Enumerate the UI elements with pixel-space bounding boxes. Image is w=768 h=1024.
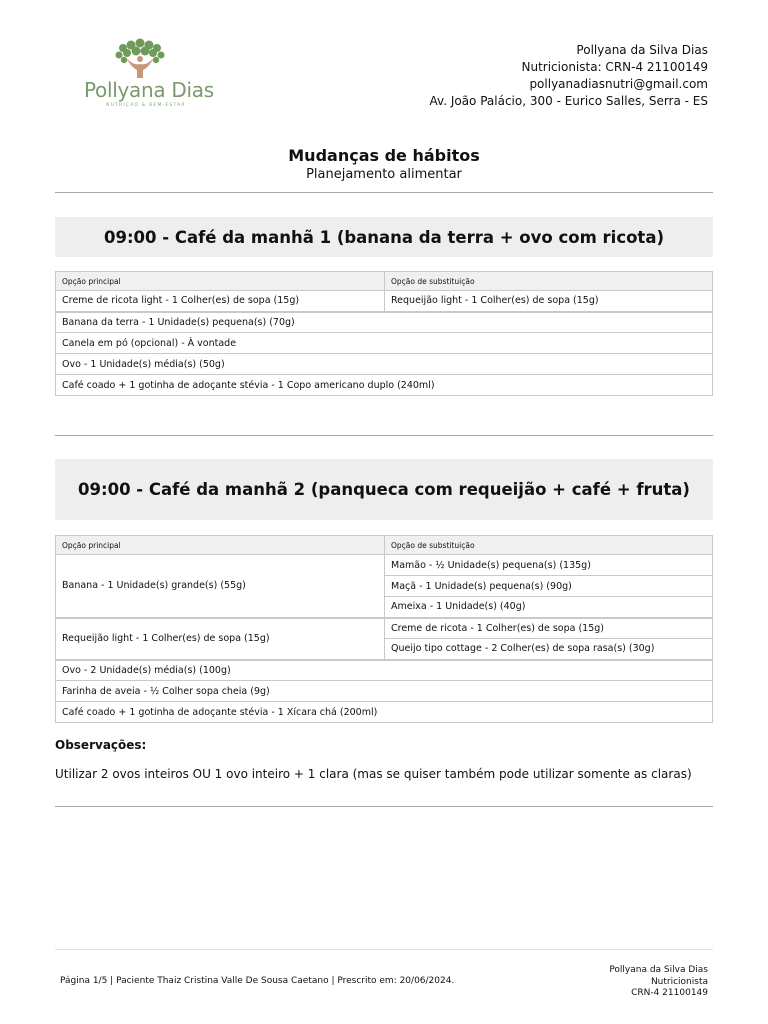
- contact-block: [430, 42, 708, 110]
- main-option-cell: Café coado + 1 gotinha de adoçante stévia - 1 Xícara chá (200ml): [56, 702, 713, 723]
- table-row: [56, 333, 713, 354]
- table-header-row: [56, 536, 713, 555]
- table-row: [56, 312, 713, 333]
- divider: [55, 192, 713, 193]
- main-option-cell: Ovo - 2 Unidade(s) média(s) (100g): [56, 660, 713, 681]
- main-option-cell: Creme de ricota light - 1 Colher(es) de sopa (15g): [56, 291, 385, 312]
- observations-label: Observações:: [55, 738, 147, 752]
- main-option-cell: Canela em pó (opcional) - À vontade: [56, 333, 713, 354]
- table-row: [56, 291, 713, 312]
- document-title: Mudanças de hábitos: [288, 146, 480, 165]
- footer-crn: CRN-4 21100149: [631, 988, 708, 998]
- footer-name: Pollyana da Silva Dias: [609, 965, 708, 975]
- table-row: [56, 555, 713, 576]
- main-option-cell: Ovo - 1 Unidade(s) média(s) (50g): [56, 354, 713, 375]
- table-row: [56, 702, 713, 723]
- substitute-option-cell: Queijo tipo cottage - 2 Colher(es) de sopa rasa(s) (30g): [385, 639, 713, 660]
- substitute-option-cell: Creme de ricota - 1 Colher(es) de sopa (15g): [385, 618, 713, 639]
- table-row: [56, 375, 713, 396]
- table-row: [56, 681, 713, 702]
- table-row: [56, 618, 713, 639]
- contact-email[interactable]: pollyanadiasnutri@gmail.com: [529, 77, 708, 91]
- main-option-cell: Requeijão light - 1 Colher(es) de sopa (15g): [56, 618, 385, 660]
- main-option-cell: Farinha de aveia - ½ Colher sopa cheia (9g): [56, 681, 713, 702]
- substitute-option-cell: Ameixa - 1 Unidade(s) (40g): [385, 597, 713, 618]
- main-option-cell: Café coado + 1 gotinha de adoçante stévia - 1 Copo americano duplo (240ml): [56, 375, 713, 396]
- meal-1-table: [55, 271, 713, 396]
- meal-1-heading: 09:00 - Café da manhã 1 (banana da terra + ovo com ricota): [55, 217, 713, 257]
- footer-role: Nutricionista: [650, 976, 708, 987]
- footer-divider: [55, 949, 713, 950]
- observations-text: Utilizar 2 ovos inteiros OU 1 ovo inteiro + 1 clara (mas se quiser também pode utilizar somente as claras): [55, 767, 692, 781]
- brand-logo: [60, 38, 220, 114]
- substitute-option-cell: Maçã - 1 Unidade(s) pequena(s) (90g): [385, 576, 713, 597]
- column-header-main: Opção principal: [56, 272, 385, 291]
- document-header: [0, 146, 768, 184]
- footer-page-info: Página 1/5 | Paciente Thaiz Cristina Valle De Sousa Caetano | Prescrito em: 20/06/2024.: [60, 976, 455, 986]
- meal-2-table: [55, 535, 713, 723]
- column-header-substitute: Opção de substituição: [385, 272, 713, 291]
- nutritionist-name: Pollyana da Silva Dias: [576, 43, 708, 57]
- column-header-substitute: Opção de substituição: [385, 536, 713, 555]
- substitute-option-cell: Mamão - ½ Unidade(s) pequena(s) (135g): [385, 555, 713, 576]
- table-row: [56, 660, 713, 681]
- main-option-cell: Banana - 1 Unidade(s) grande(s) (55g): [56, 555, 385, 618]
- column-header-main: Opção principal: [56, 536, 385, 555]
- table-row: [56, 354, 713, 375]
- document-subtitle: Planejamento alimentar: [306, 167, 462, 182]
- logo-wordmark: Pollyana Dias: [84, 78, 214, 102]
- nutritionist-crn: Nutricionista: CRN-4 21100149: [521, 60, 708, 74]
- substitute-option-cell: Requeijão light - 1 Colher(es) de sopa (15g): [385, 291, 713, 312]
- logo-tagline: NUTRIÇÃO & BEM-ESTAR: [106, 103, 186, 108]
- meal-2-heading: 09:00 - Café da manhã 2 (panqueca com requeijão + café + fruta): [55, 459, 713, 520]
- divider: [55, 806, 713, 807]
- divider: [55, 435, 713, 436]
- contact-address: Av. João Palácio, 300 - Eurico Salles, Serra - ES: [429, 94, 708, 108]
- table-header-row: [56, 272, 713, 291]
- footer-signature: [609, 965, 708, 1000]
- main-option-cell: Banana da terra - 1 Unidade(s) pequena(s) (70g): [56, 312, 713, 333]
